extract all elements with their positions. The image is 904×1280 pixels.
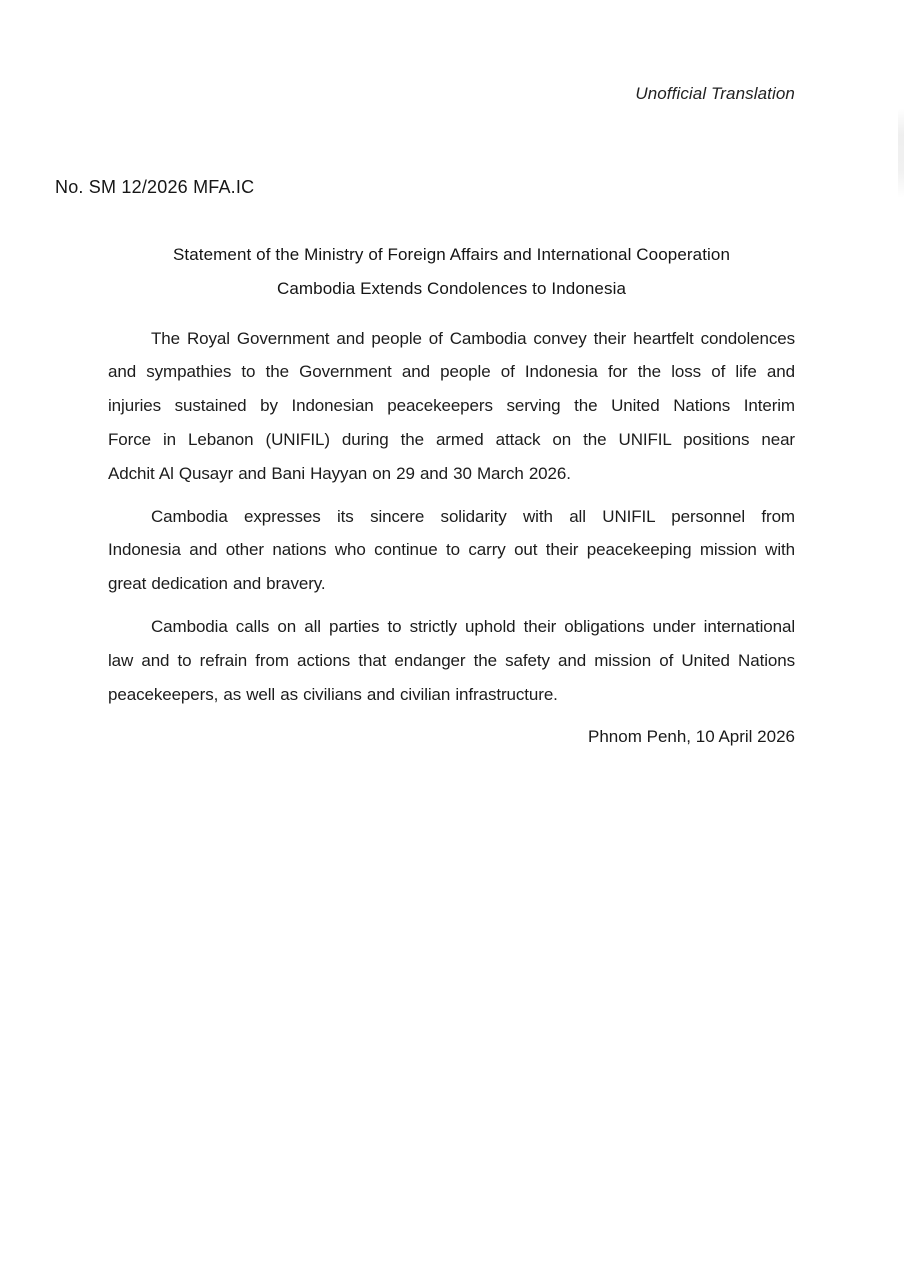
text-line: Cambodia calls on all parties to strictly uphold their obligations under international [151, 616, 795, 636]
scan-artifact [898, 108, 904, 198]
text-line: great dedication and bravery. [108, 574, 326, 594]
text-line: Force in Lebanon (UNIFIL) during the armed attack on the UNIFIL positions near [108, 429, 795, 449]
text-line: injuries sustained by Indonesian peacekeepers serving the United Nations Interim [108, 396, 795, 416]
text-line: Adchit Al Qusayr and Bani Hayyan on 29 and 30 March 2026. [108, 463, 571, 483]
text-line: peacekeepers, as well as civilians and civilian infrastructure. [108, 684, 558, 704]
paragraphs [108, 322, 795, 712]
dateline: Phnom Penh, 10 April 2026 [588, 727, 795, 747]
title-line-1: Statement of the Ministry of Foreign Affairs and International Cooperation [172, 245, 731, 264]
text-line: and sympathies to the Government and people of Indonesia for the loss of life and [108, 362, 795, 382]
document-body [108, 238, 795, 754]
paragraph [108, 322, 795, 491]
text-line: The Royal Government and people of Cambodia convey their heartfelt condolences [151, 328, 795, 348]
text-line: law and to refrain from actions that endanger the safety and mission of United Nations [108, 650, 795, 670]
text-line: Indonesia and other nations who continue to carry out their peacekeeping mission with [108, 540, 795, 560]
title-line-2: Cambodia Extends Condolences to Indonesia [276, 278, 627, 298]
text-line: Cambodia expresses its sincere solidarity with all UNIFIL personnel from [151, 506, 795, 526]
document-title [108, 238, 795, 306]
paragraph [108, 500, 795, 601]
translation-note: Unofficial Translation [635, 84, 795, 103]
reference-number: No. SM 12/2026 MFA.IC [55, 177, 255, 197]
paragraph [108, 610, 795, 711]
